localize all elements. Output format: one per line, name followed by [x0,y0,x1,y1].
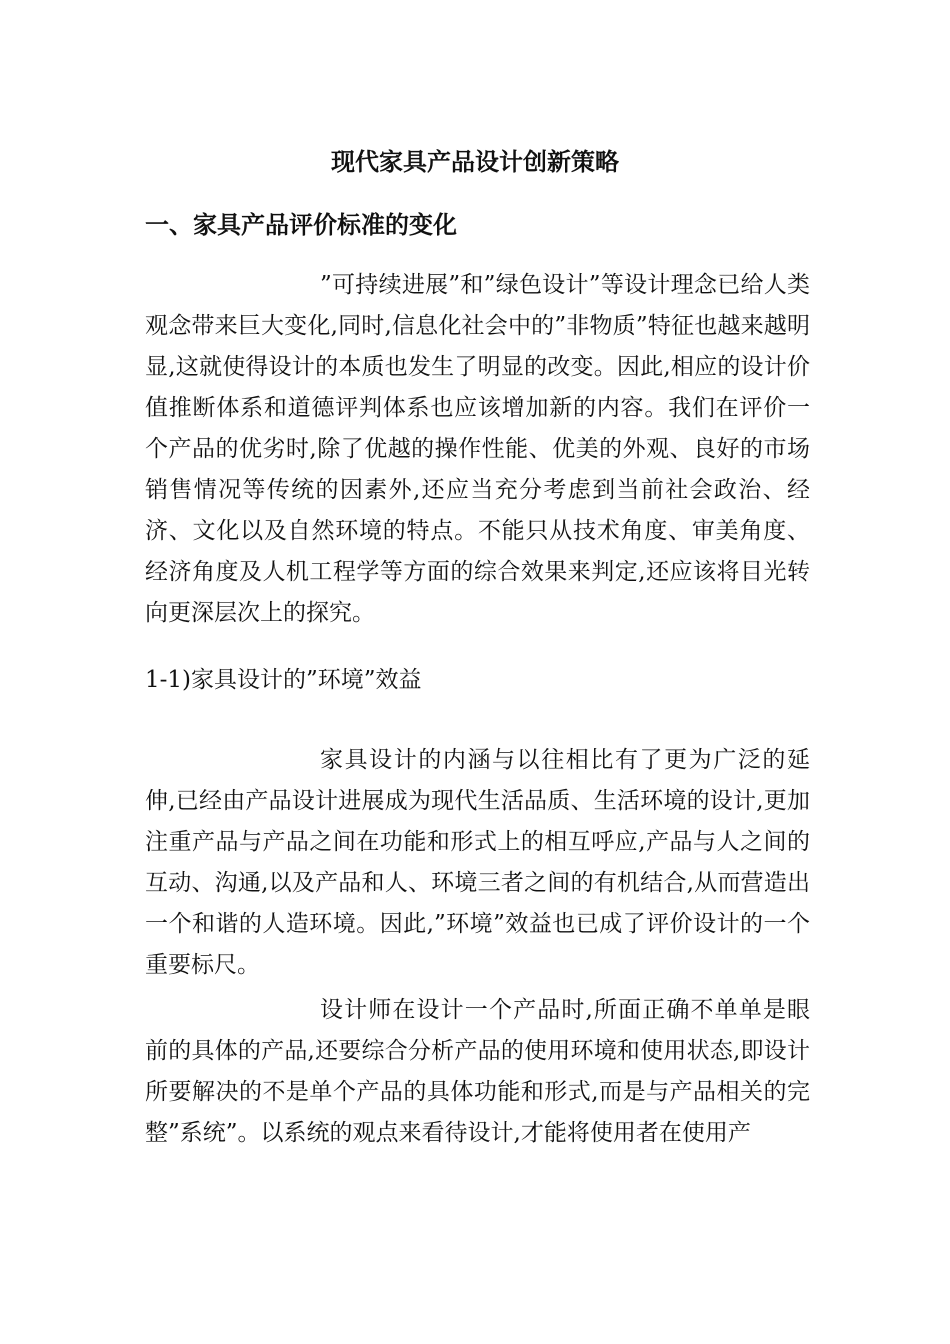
subheading-environment-benefit: 1-1)家具设计的”环境”效益 [145,667,422,693]
paragraph-system-design: 设计师在设计一个产品时,所面正确不单单是眼前的具体的产品,还要综合分析产品的使用环境和使用状态,即设计所要解决的不是单个产品的具体功能和形式,而是与产品相关的完整”系统”。以系统的观点来看待设计,才能将使用者在使用产 [145,997,810,1146]
paragraph-evaluation-standards: ”可持续进展”和”绿色设计”等设计理念已给人类观念带来巨大变化,同时,信息化社会中的”非物质”特征也越来越明显,这就使得设计的本质也发生了明显的改变。因此,相应的设计价值推断体系和道德评判体系也应该增加新的内容。我们在评价一个产品的优劣时,除了优越的操作性能、优美的外观、良好的市场销售情况等传统的因素外,还应当充分考虑到当前社会政治、经济、文化以及自然环境的特点。不能只从技术角度、审美角度、经济角度及人机工程学等方面的综合效果来判定,还应该将目光转向更深层次上的探究。 [145,272,810,626]
section-heading: 一、家具产品评价标准的变化 [145,210,457,239]
paragraph-environment-benefit: 家具设计的内涵与以往相比有了更为广泛的延伸,已经由产品设计进展成为现代生活品质、生活环境的设计,更加注重产品与产品之间在功能和形式上的相互呼应,产品与人之间的互动、沟通,以及产品和人、环境三者之间的有机结合,从而营造出一个和谐的人造环境。因此,”环境”效益也已成了评价设计的一个重要标尺。 [145,747,810,978]
document-title: 现代家具产品设计创新策略 [331,147,619,176]
